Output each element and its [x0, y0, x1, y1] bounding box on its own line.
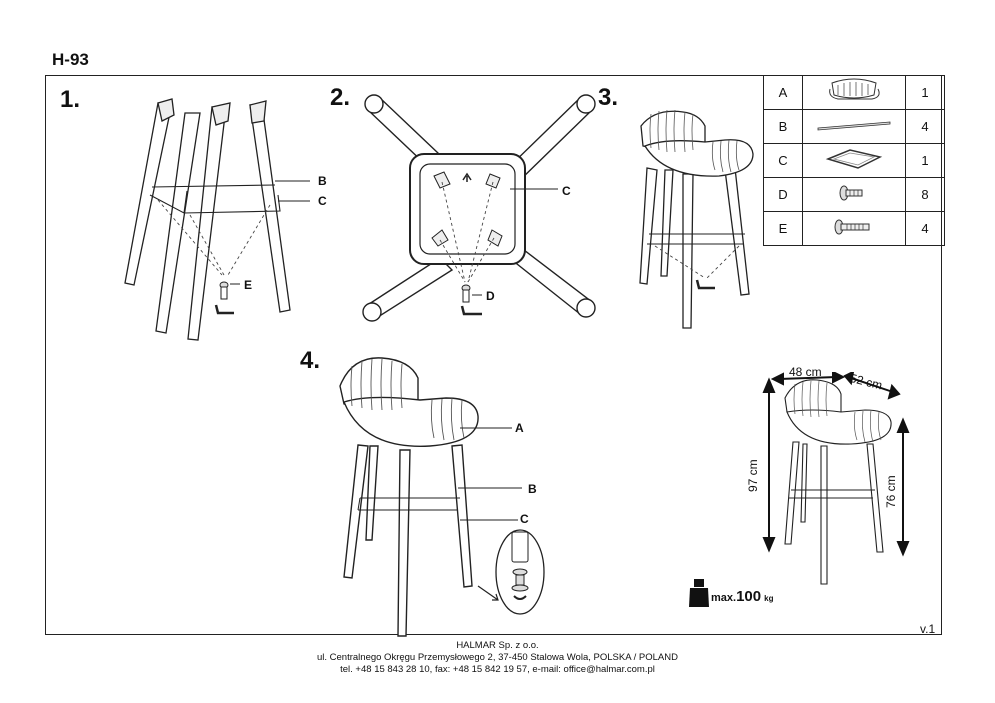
- product-title: H-93: [52, 50, 89, 69]
- step-2-callout-d: D: [486, 289, 495, 303]
- step-4-callout-c: C: [520, 512, 529, 526]
- step-4-callout-a: A: [515, 421, 524, 435]
- step-4-number: 4.: [300, 347, 321, 374]
- parts-row: [764, 178, 945, 212]
- step-2-illustration: [360, 92, 600, 327]
- part-qty: 1: [906, 144, 945, 178]
- parts-row: [764, 110, 945, 144]
- step-1-callout-c: C: [318, 194, 327, 208]
- step-1-illustration: [110, 95, 310, 345]
- company-footer: [0, 640, 995, 676]
- leg-icon: [803, 110, 906, 144]
- seat-icon: [803, 76, 906, 110]
- step-1-number: 1.: [60, 86, 81, 113]
- part-qty: 4: [906, 212, 945, 246]
- part-letter: E: [764, 212, 803, 246]
- frame-icon: [803, 144, 906, 178]
- dimension-height: 97 cm: [746, 459, 760, 492]
- part-letter: B: [764, 110, 803, 144]
- max-load-unit: kg: [764, 594, 774, 603]
- step-3-number: 3.: [598, 84, 619, 111]
- dimension-seat-height: 76 cm: [884, 475, 898, 508]
- part-letter: D: [764, 178, 803, 212]
- max-load: [711, 588, 774, 605]
- version-label: v.1: [920, 622, 936, 636]
- footer-company: HALMAR Sp. z o.o.: [456, 640, 539, 651]
- step-2-number: 2.: [330, 84, 351, 111]
- part-qty: 4: [906, 110, 945, 144]
- dimension-width: 52 cm: [848, 371, 884, 393]
- dimension-depth: 48 cm: [789, 365, 822, 379]
- step-3-illustration: [635, 108, 760, 333]
- step-2-callout-c: C: [562, 184, 571, 198]
- parts-table: [763, 75, 945, 246]
- footer-address: ul. Centralnego Okręgu Przemysłowego 2, 37-450 Stalowa Wola, POLSKA / POLAND: [316, 652, 678, 663]
- part-letter: C: [764, 144, 803, 178]
- step-1-callout-e: E: [244, 278, 253, 292]
- parts-row: [764, 212, 945, 246]
- screw-long-icon: [803, 212, 906, 246]
- screw-short-icon: [803, 178, 906, 212]
- step-1-callout-b: B: [318, 174, 327, 188]
- step-4-callout-b: B: [528, 482, 537, 496]
- max-load-value: 100: [736, 588, 762, 605]
- parts-row: [764, 76, 945, 110]
- footer-contact: tel. +48 15 843 28 10, fax: +48 15 842 19 57, e-mail: office@halmar.com.pl: [340, 664, 655, 675]
- max-load-prefix: max.: [711, 592, 737, 604]
- part-letter: A: [764, 76, 803, 110]
- part-qty: 8: [906, 178, 945, 212]
- weight-icon: [688, 578, 710, 608]
- dimensions-illustration: [755, 372, 935, 592]
- parts-row: [764, 144, 945, 178]
- part-qty: 1: [906, 76, 945, 110]
